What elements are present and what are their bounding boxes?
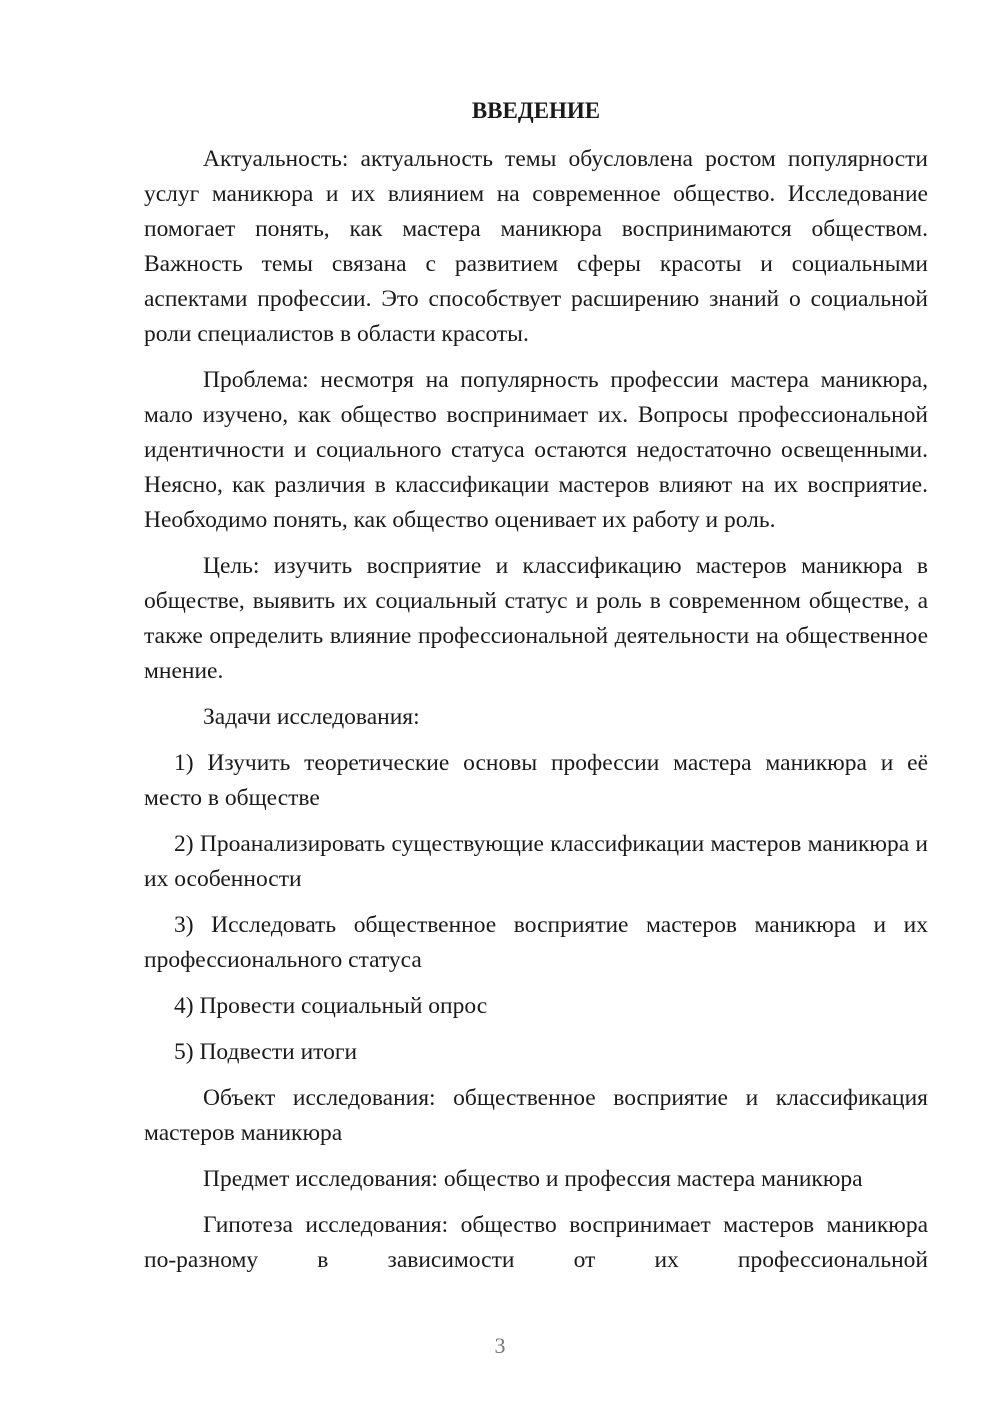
section-title: ВВЕДЕНИЕ xyxy=(471,98,601,123)
paragraph-relevance: Актуальность: актуальность темы обусловлена ростом популярности услуг маникюра и их влиянием на современное общество. Исследование помогает понять, как мастера маникюра воспринимаются обществом. Важность темы связана с развитием сферы красоты и социальными аспектами профессии. Это способствует расширению знаний о социальной роли специалистов в области красоты. xyxy=(144,146,928,347)
task-item: 1) Изучить теоретические основы профессии мастера маникюра и её место в обществе xyxy=(144,750,928,811)
task-item: 3) Исследовать общественное восприятие мастеров маникюра и их профессионального статуса xyxy=(144,912,928,973)
task-item: 2) Проанализировать существующие классификации мастеров маникюра и их особенности xyxy=(144,831,928,892)
document-body xyxy=(144,142,928,1289)
paragraph-problem: Проблема: несмотря на популярность профессии мастера маникюра, мало изучено, как общество воспринимает их. Вопросы профессиональной идентичности и социального статуса остаются недостаточно освещенными. Неясно, как различия в классификации мастеров влияют на их восприятие. Необходимо понять, как общество оценивает их работу и роль. xyxy=(144,367,928,533)
task-item: 4) Провести социальный опрос xyxy=(174,993,488,1019)
paragraph-object: Объект исследования: общественное восприятие и классификация мастеров маникюра xyxy=(144,1085,928,1146)
task-item: 5) Подвести итоги xyxy=(174,1039,358,1065)
paragraph-goal: Цель: изучить восприятие и классификацию мастеров маникюра в обществе, выявить их социальный статус и роль в современном обществе, а также определить влияние профессиональной деятельности на общественное мнение. xyxy=(144,553,928,684)
paragraph-subject: Предмет исследования: общество и профессия мастера маникюра xyxy=(203,1166,863,1192)
page-number: 3 xyxy=(494,1333,506,1358)
paragraph-tasks-heading: Задачи исследования: xyxy=(203,704,420,730)
paragraph-hypothesis: Гипотеза исследования: общество воспринимает мастеров маникюра по-разному в зависимости от их профессиональной xyxy=(144,1212,928,1273)
